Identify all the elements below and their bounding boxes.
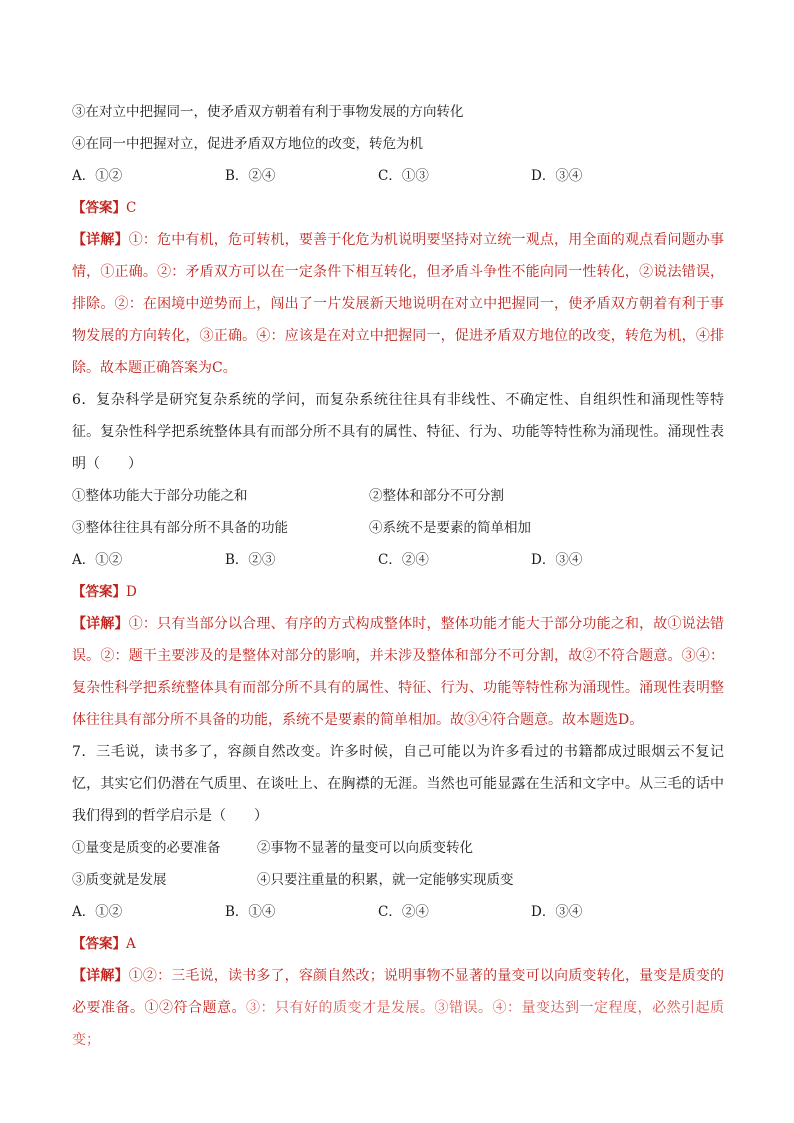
q6-statements-row1 xyxy=(72,480,724,512)
q6-answer-value: D xyxy=(126,584,137,600)
explanation-label: 【详解】 xyxy=(72,968,129,984)
q7-statements-row1 xyxy=(72,832,724,864)
q7-option-a: A．①② xyxy=(72,904,123,920)
q7-statements-row2 xyxy=(72,864,724,896)
q7-explanation xyxy=(72,960,724,1056)
q7-option-c: C．②④ xyxy=(378,904,429,920)
q7-statement-4: ④只要注重量的积累，就一定能够实现质变 xyxy=(257,872,514,888)
q6-option-b: B．②③ xyxy=(225,552,276,568)
q6-explanation-text: ①：只有当部分以合理、有序的方式构成整体时，整体功能才能大于部分功能之和，故①说法错误。②：题干主要涉及的是整体对部分的影响，并未涉及整体和部分不可分割，故②不符合题意。③④：复杂性科学把系统整体具有而部分所不具有的属性、特征、行为、功能等特性称为涌现性。涌现性表明整体往往具有部分所不具备的功能，系统不是要素的简单相加。故③④符合题意。故本题选D。 xyxy=(72,616,725,728)
q6-statement-3: ③整体往往具有部分所不具备的功能 xyxy=(72,520,288,536)
q5-statement-3: ③在对立中把握同一，使矛盾双方朝着有利于事物发展的方向转化 xyxy=(72,104,464,120)
q7-answer-value: A xyxy=(126,936,136,952)
answer-label: 【答案】 xyxy=(72,936,126,952)
q6-statement-4: ④系统不是要素的简单相加 xyxy=(369,520,531,536)
q7-options xyxy=(72,896,724,928)
answer-label: 【答案】 xyxy=(72,584,126,600)
q6-stem: 6．复杂科学是研究复杂系统的学问，而复杂系统往往具有非线性、不确定性、自组织性和涌现性等特征。复杂性科学把系统整体具有而部分所不具有的属性、特征、行为、功能等特性称为涌现性。涌现性表明（ ） xyxy=(72,392,724,472)
q7-stem: 7．三毛说，读书多了，容颜自然改变。许多时候，自己可能以为许多看过的书籍都成过眼烟云不复记忆，其实它们仍潜在气质里、在谈吐上、在胸襟的无涯。当然也可能显露在生活和文字中。从三毛的话中我们得到的哲学启示是（ ） xyxy=(72,744,724,824)
q5-answer xyxy=(72,192,724,224)
explanation-label: 【详解】 xyxy=(72,616,129,632)
document-page xyxy=(72,96,724,1056)
q6-options xyxy=(72,544,724,576)
q6-explanation xyxy=(72,608,724,736)
q7-statement-1: ①量变是质变的必要准备 xyxy=(72,840,221,856)
q6-statements-row2 xyxy=(72,512,724,544)
q6-option-c: C．②④ xyxy=(378,552,429,568)
q5-option-b: B．②④ xyxy=(225,168,276,184)
q7-option-b: B．①④ xyxy=(225,904,276,920)
explanation-label: 【详解】 xyxy=(72,232,129,248)
q6-answer xyxy=(72,576,724,608)
q6-option-d: D．③④ xyxy=(531,552,583,568)
q5-statement-4: ④在同一中把握对立，促进矛盾双方地位的改变，转危为机 xyxy=(72,136,423,152)
q5-answer-value: C xyxy=(126,200,137,216)
q7-answer xyxy=(72,928,724,960)
q5-option-d: D．③④ xyxy=(531,168,583,184)
q5-option-c: C．①③ xyxy=(378,168,429,184)
answer-label: 【答案】 xyxy=(72,200,126,216)
q5-explanation-text: ①：危中有机，危可转机，要善于化危为机说明要坚持对立统一观点，用全面的观点看问题办事情，①正确。②：矛盾双方可以在一定条件下相互转化，但矛盾斗争性不能向同一性转化，②说法错误，排除。②：在困境中逆势而上，闯出了一片发展新天地说明在对立中把握同一，使矛盾双方朝着有利于事物发展的方向转化，③正确。④：应该是在对立中把握同一，促进矛盾双方地位的改变，转危为机，④排除。故本题正确答案为C。 xyxy=(72,232,725,376)
q6-option-a: A．①② xyxy=(72,552,123,568)
q6-statement-2: ②整体和部分不可分割 xyxy=(369,488,504,504)
q7-explanation-text-b: ③：只有好的质变才是发展。③错误。 xyxy=(246,1000,493,1016)
q7-explanation-text-c: ④：量变达到一定程度，必然引起质变； xyxy=(72,1000,724,1048)
q6-statement-1: ①整体功能大于部分功能之和 xyxy=(72,488,248,504)
q7-statement-3: ③质变就是发展 xyxy=(72,872,167,888)
q7-explanation-text-a: ①②：三毛说，读书多了，容颜自然改；说明事物不显著的量变可以向质变转化，量变是质变的必要准备。①②符合题意。 xyxy=(72,968,725,1016)
q7-statement-2: ②事物不显著的量变可以向质变转化 xyxy=(257,840,473,856)
q5-option-a: A．①② xyxy=(72,168,123,184)
q5-explanation xyxy=(72,224,724,384)
q5-options xyxy=(72,160,724,192)
q7-option-d: D．③④ xyxy=(531,904,583,920)
